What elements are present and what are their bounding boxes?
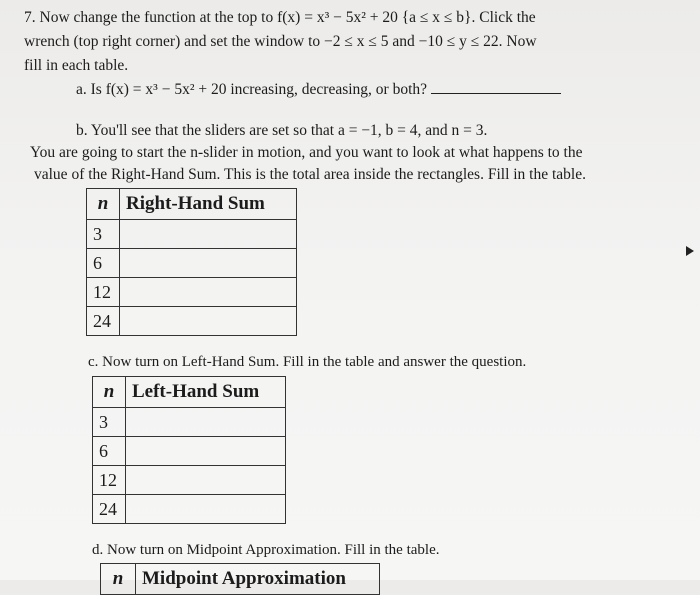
table-header-n: n — [87, 189, 120, 220]
answer-cell[interactable] — [126, 466, 286, 495]
answer-blank[interactable] — [431, 79, 561, 94]
midpoint-table — [100, 563, 380, 595]
n-cell: 12 — [93, 466, 126, 495]
table-row — [87, 307, 297, 336]
table-row — [93, 437, 286, 466]
problem-line-1: 7. Now change the function at the top to f(x) = x³ − 5x² + 20 {a ≤ x ≤ b}. Click the — [24, 9, 536, 26]
table-row — [87, 220, 297, 249]
table-row — [93, 466, 286, 495]
n-cell: 24 — [93, 495, 126, 524]
table-row — [87, 249, 297, 278]
part-a-text: a. Is f(x) = x³ − 5x² + 20 increasing, decreasing, or both? — [76, 81, 428, 98]
table-header-sum: Right-Hand Sum — [120, 189, 297, 220]
answer-cell[interactable] — [126, 408, 286, 437]
n-cell: 6 — [93, 437, 126, 466]
right-hand-sum-table — [86, 188, 297, 336]
n-cell: 24 — [87, 307, 120, 336]
table-row — [93, 495, 286, 524]
part-c-text: c. Now turn on Left-Hand Sum. Fill in the table and answer the question. — [88, 354, 527, 370]
n-cell: 12 — [87, 278, 120, 307]
n-cell: 6 — [87, 249, 120, 278]
part-a-question — [76, 79, 561, 100]
n-cell: 3 — [93, 408, 126, 437]
problem-line-2: wrench (top right corner) and set the window to −2 ≤ x ≤ 5 and −10 ≤ y ≤ 22. Now — [24, 33, 537, 50]
part-d-text: d. Now turn on Midpoint Approximation. Fill in the table. — [92, 542, 440, 558]
answer-cell[interactable] — [120, 220, 297, 249]
part-b-line-2: You are going to start the n-slider in motion, and you want to look at what happens to the — [30, 144, 583, 161]
answer-cell[interactable] — [126, 495, 286, 524]
part-b-line-3: value of the Right-Hand Sum. This is the total area inside the rectangles. Fill in the table. — [34, 166, 586, 183]
problem-line-3: fill in each table. — [24, 57, 129, 74]
table-row — [93, 408, 286, 437]
answer-cell[interactable] — [120, 278, 297, 307]
table-row — [87, 278, 297, 307]
part-b-line-1: b. You'll see that the sliders are set so that a = −1, b = 4, and n = 3. — [76, 122, 488, 139]
mouse-cursor-icon — [686, 246, 694, 256]
left-hand-sum-table — [92, 376, 286, 524]
answer-cell[interactable] — [126, 437, 286, 466]
answer-cell[interactable] — [120, 249, 297, 278]
table-header-sum: Left-Hand Sum — [126, 377, 286, 408]
table-header-sum: Midpoint Approximation — [136, 564, 380, 595]
n-cell: 3 — [87, 220, 120, 249]
table-header-n: n — [93, 377, 126, 408]
answer-cell[interactable] — [120, 307, 297, 336]
table-header-n: n — [101, 564, 136, 595]
